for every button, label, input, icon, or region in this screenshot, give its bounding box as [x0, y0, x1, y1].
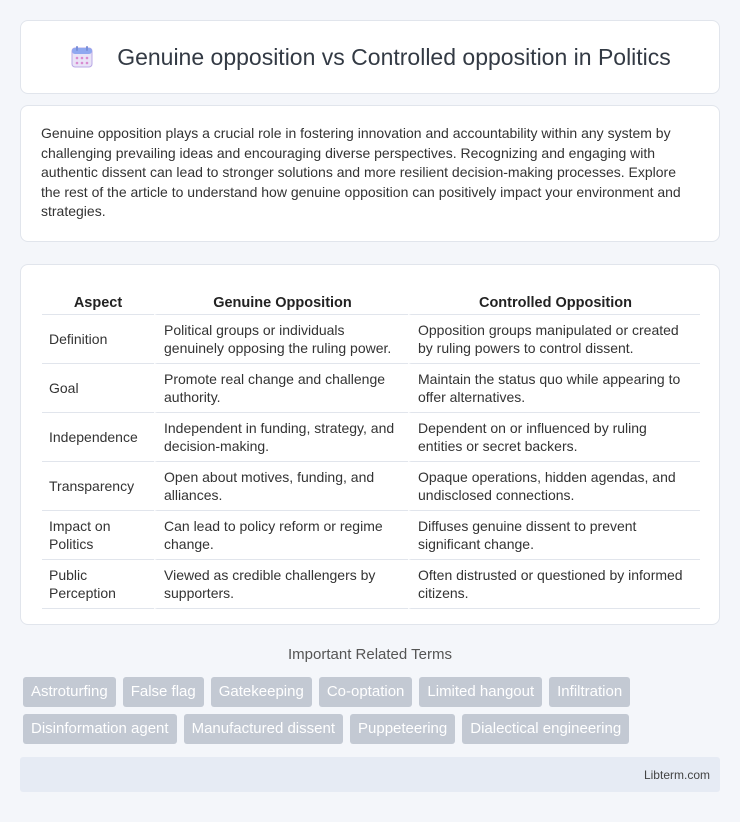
- tag-astroturfing[interactable]: Astroturfing: [23, 677, 116, 707]
- comparison-card: [20, 264, 720, 625]
- tag-infiltration[interactable]: Infiltration: [549, 677, 630, 707]
- tag-manufactured-dissent[interactable]: Manufactured dissent: [184, 714, 343, 744]
- tag-disinformation-agent[interactable]: Disinformation agent: [23, 714, 177, 744]
- cell-controlled: Dependent on or influenced by ruling entities or secret backers.: [408, 413, 700, 462]
- intro-paragraph: Genuine opposition plays a crucial role in fostering innovation and accountability within any system by challenging prevailing ideas and encouraging diverse perspectives. Recognizing and engaging with authentic dissent can lead to stronger solutions and more resilient decision-making processes. Explore the rest of the article to understand how genuine opposition can positively impact your environment and strategies.: [41, 125, 681, 219]
- comparison-table: [42, 285, 700, 609]
- cell-genuine: Independent in funding, strategy, and decision-making.: [154, 413, 408, 462]
- table-row: [42, 413, 700, 462]
- cell-genuine: Political groups or individuals genuinely opposing the ruling power.: [154, 315, 408, 364]
- tag-co-optation[interactable]: Co-optation: [319, 677, 413, 707]
- table-row: [42, 364, 700, 413]
- cell-controlled: Often distrusted or questioned by informed citizens.: [408, 560, 700, 609]
- table-row: [42, 511, 700, 560]
- header-controlled: Controlled Opposition: [408, 285, 700, 315]
- footer: [20, 757, 720, 792]
- cell-aspect: Public Perception: [42, 560, 154, 609]
- related-terms-title: Important Related Terms: [288, 646, 452, 663]
- page-title: Genuine opposition vs Controlled opposition in Politics: [117, 43, 671, 70]
- cell-genuine: Can lead to policy reform or regime change.: [154, 511, 408, 560]
- cell-controlled: Opaque operations, hidden agendas, and undisclosed connections.: [408, 462, 700, 511]
- tag-row: [23, 714, 723, 744]
- title-card: [20, 20, 720, 94]
- table-header-row: [42, 285, 700, 315]
- cell-controlled: Maintain the status quo while appearing to offer alternatives.: [408, 364, 700, 413]
- table-row: [42, 560, 700, 609]
- cell-aspect: Independence: [42, 413, 154, 462]
- header-aspect: Aspect: [42, 285, 154, 315]
- table-row: [42, 315, 700, 364]
- cell-controlled: Diffuses genuine dissent to prevent significant change.: [408, 511, 700, 560]
- tag-row: [23, 677, 723, 707]
- cell-aspect: Impact on Politics: [42, 511, 154, 560]
- cell-controlled: Opposition groups manipulated or created by ruling powers to control dissent.: [408, 315, 700, 364]
- cell-aspect: Transparency: [42, 462, 154, 511]
- header-genuine: Genuine Opposition: [154, 285, 408, 315]
- footer-source-link[interactable]: Libterm.com: [643, 767, 710, 782]
- cell-genuine: Viewed as credible challengers by supporters.: [154, 560, 408, 609]
- tag-dialectical-engineering[interactable]: Dialectical engineering: [462, 714, 629, 744]
- cell-aspect: Goal: [42, 364, 154, 413]
- intro-card: [20, 105, 720, 242]
- cell-aspect: Definition: [42, 315, 154, 364]
- tag-false-flag[interactable]: False flag: [123, 677, 204, 707]
- table-row: [42, 462, 700, 511]
- tag-limited-hangout[interactable]: Limited hangout: [419, 677, 542, 707]
- tag-gatekeeping[interactable]: Gatekeeping: [211, 677, 312, 707]
- related-terms-list: [23, 677, 723, 751]
- cell-genuine: Promote real change and challenge authority.: [154, 364, 408, 413]
- cell-genuine: Open about motives, funding, and alliances.: [154, 462, 408, 511]
- tag-puppeteering[interactable]: Puppeteering: [350, 714, 455, 744]
- calendar-icon: [69, 44, 95, 70]
